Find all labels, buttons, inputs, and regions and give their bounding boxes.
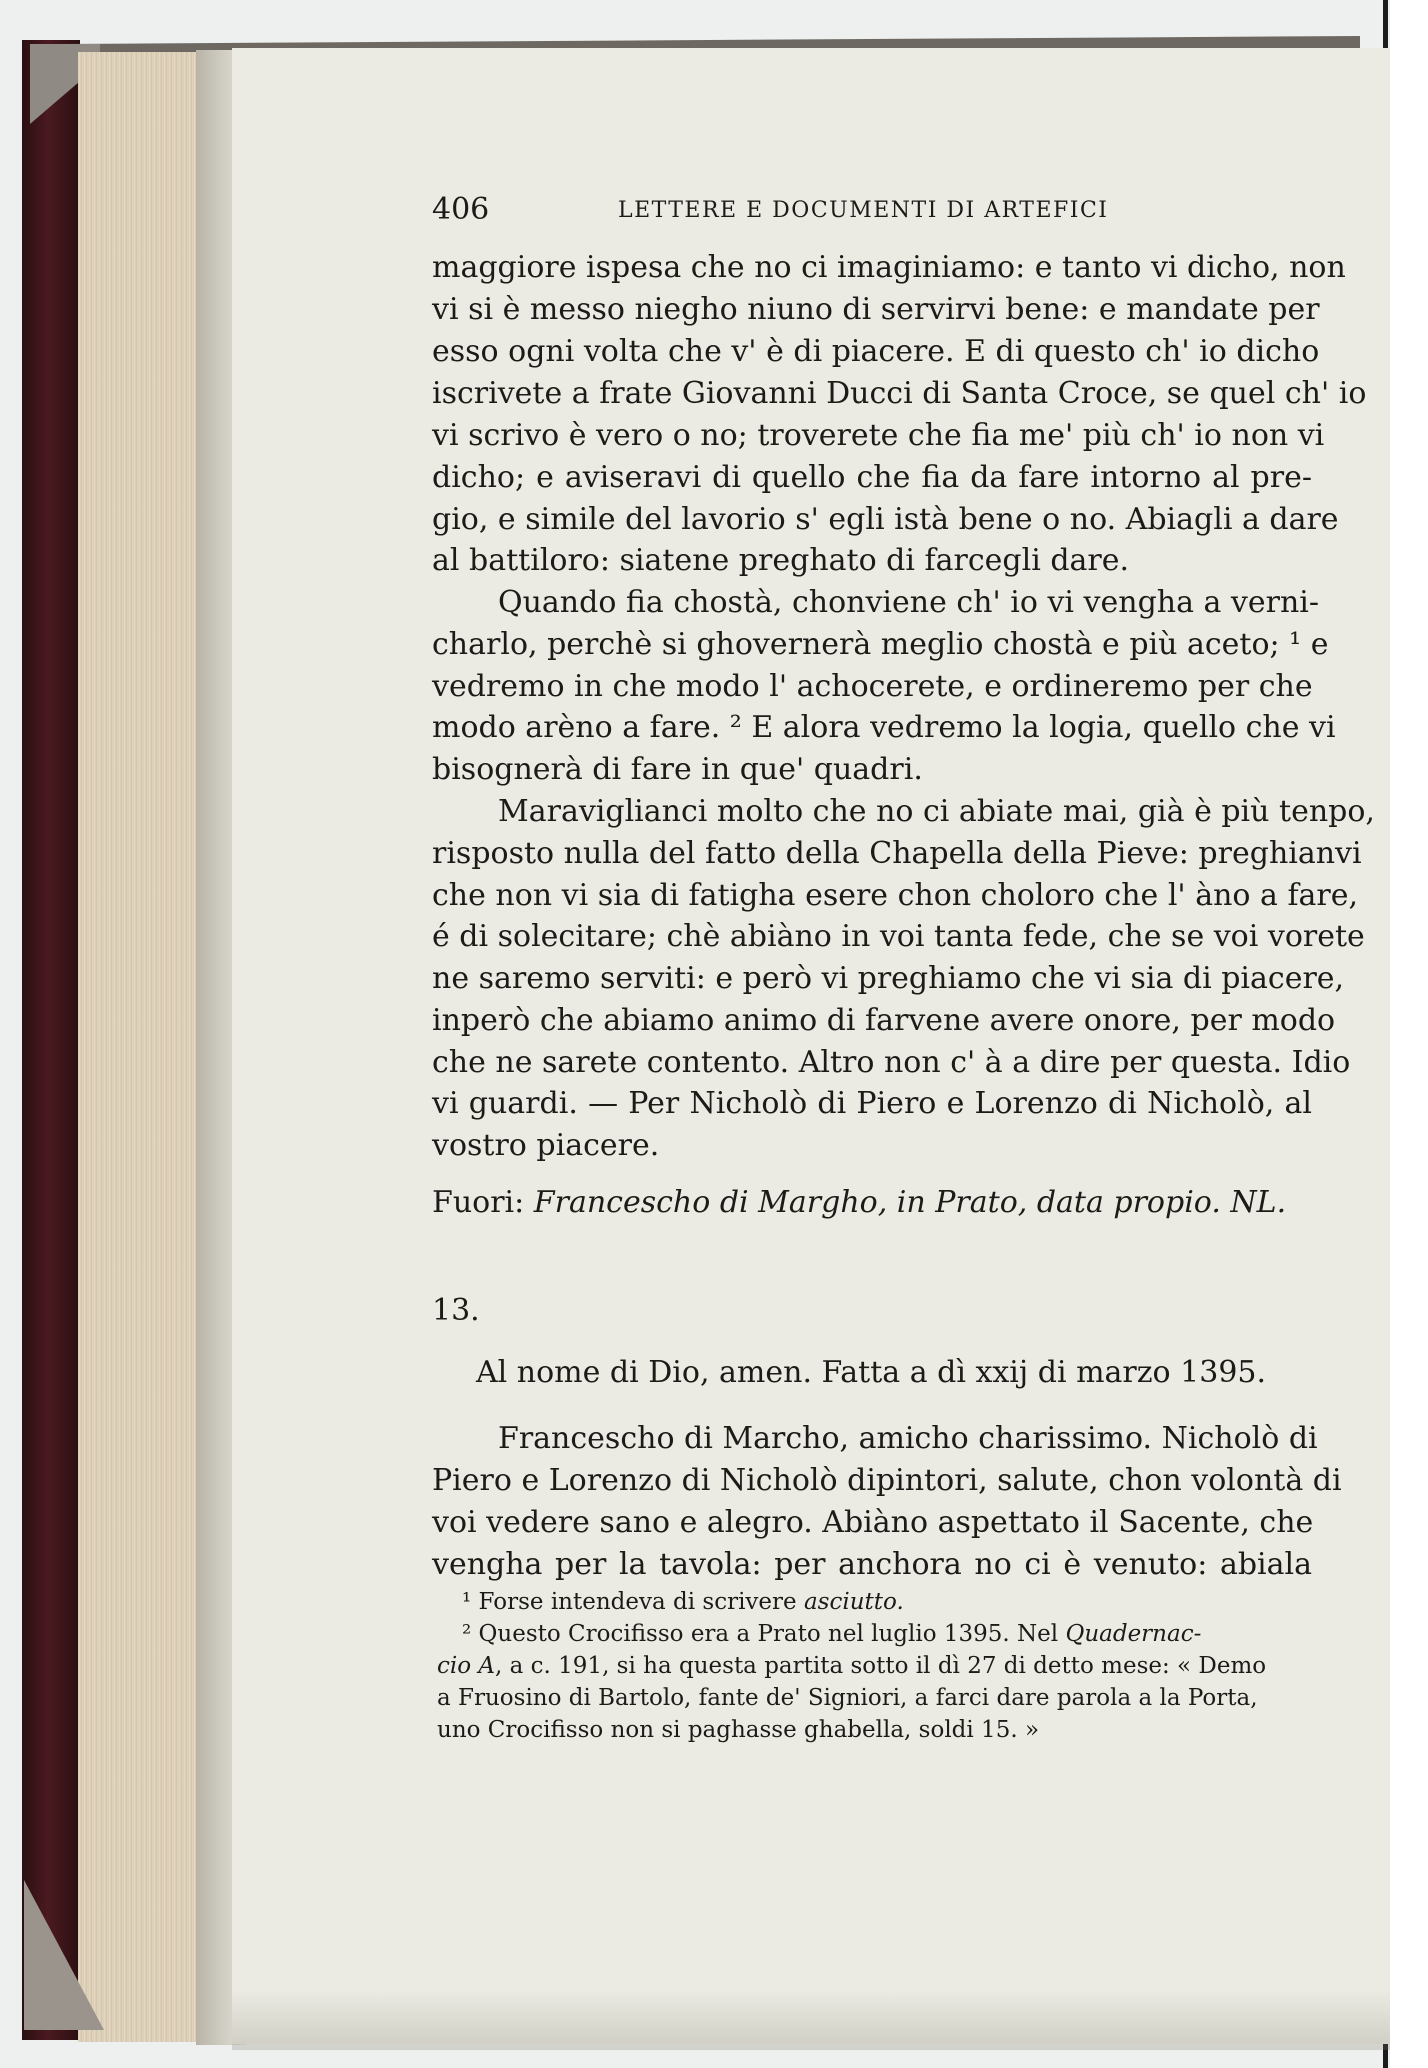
body-line: vengha per la tavola: per anchora no ci è venuto: abiala (432, 1547, 1312, 1582)
body-line: gio, e simile del lavorio s' egli istà bene o no. Abiagli a dare (432, 502, 1339, 537)
dateline: Al nome di Dio, amen. Fatta a dì xxij di marzo 1395. (476, 1355, 1267, 1390)
body-line: vi scrivo è vero o no; troverete che fia me' più ch' io non vi (432, 418, 1325, 453)
book-cover-spine (22, 40, 80, 2040)
body-line: vedremo in che modo l' achocerete, e ordineremo per che (432, 669, 1313, 704)
body-line: che non vi sia di fatigha esere chon choloro che l' àno a fare, (432, 878, 1359, 913)
body-line: Piero e Lorenzo di Nicholò dipintori, salute, chon volontà di (432, 1463, 1342, 1498)
footnote-italic: asciutto. (803, 1589, 904, 1615)
body-line: bisognerà di fare in que' quadri. (432, 752, 923, 787)
footnote-2-line (462, 1618, 1309, 1650)
footnote-italic: Quadernac- (1065, 1621, 1202, 1647)
background-right (1390, 0, 1428, 2068)
outside-label: Fuori: (432, 1185, 525, 1220)
body-line: esso ogni volta che v' è di piacere. E di questo ch' io dicho (432, 334, 1320, 369)
body-line: modo arèno a fare. ² E alora vedremo la logia, quello che vi (432, 710, 1336, 745)
body-line: Maraviglianci molto che no ci abiate mai, già è più tenpo, (498, 794, 1375, 829)
letter-number: 13. (432, 1293, 480, 1328)
page-edges (78, 52, 210, 2042)
body-line: voi vedere sano e alegro. Abiàno aspettato il Sacente, che (432, 1505, 1314, 1540)
footnote-2-line: uno Crocifisso non si paghasse ghabella, soldi 15. » (437, 1717, 1040, 1743)
footnote-italic: cio A (437, 1653, 496, 1679)
footnote-text: Questo Crocifisso era a Prato nel luglio 1395. Nel (478, 1621, 1066, 1647)
footnote-marker: ² (462, 1621, 472, 1647)
body-line: Quando fia chostà, chonviene ch' io vi vengha a verni- (498, 585, 1320, 620)
footnote-marker: ¹ (462, 1589, 472, 1615)
body-line: che ne sarete contento. Altro non c' à a dire per questa. Idio (432, 1045, 1351, 1080)
body-line: vi si è messo niegho niuno di servirvi bene: e mandate per (432, 292, 1320, 327)
body-line: vi guardi. — Per Nicholò di Piero e Lorenzo di Nicholò, al (432, 1086, 1312, 1121)
body-line: é di solecitare; chè abiàno in voi tanta fede, che se voi vorete (432, 919, 1365, 954)
body-line: al battiloro: siatene preghato di farcegli dare. (432, 543, 1130, 578)
body-line: risposto nulla del fatto della Chapella della Pieve: preghianvi (432, 836, 1362, 871)
page-number: 406 (432, 192, 490, 227)
footnote-text: , a c. 191, si ha questa partita sotto il dì 27 di detto mese: « Demo (495, 1653, 1267, 1679)
body-line: charlo, perchè si ghovernerà meglio chostà e più aceto; ¹ e (432, 627, 1329, 662)
page-bottom-shadow (232, 1990, 1390, 2050)
running-title: LETTERE E DOCUMENTI DI ARTEFICI (618, 198, 1109, 223)
footnote-1 (462, 1586, 1309, 1618)
body-line: Francescho di Marcho, amicho charissimo. Nicholò di (498, 1421, 1318, 1456)
footnote-2-line (437, 1650, 1309, 1682)
footnote-2-line: a Fruosino di Bartolo, fante de' Signiori, a farci dare parola a la Porta, (437, 1685, 1258, 1711)
outside-address (432, 1183, 1312, 1223)
body-line: ne saremo serviti: e però vi preghiamo che vi sia di piacere, (432, 961, 1345, 996)
body-line: maggiore ispesa che no ci imaginiamo: e tanto vi dicho, non (432, 250, 1346, 285)
body-line: vostro piacere. (432, 1128, 660, 1163)
footnote-text: Forse intendeva di scrivere (478, 1589, 804, 1615)
body-line: dicho; e aviseravi di quello che fia da fare intorno al pre- (432, 460, 1312, 495)
outside-text: Francescho di Margho, in Prato, data propio. NL. (533, 1185, 1287, 1220)
body-line: inperò che abiamo animo di farvene avere onore, per modo (432, 1003, 1336, 1038)
body-line: iscrivete a frate Giovanni Ducci di Santa Croce, se quel ch' io (432, 376, 1367, 411)
